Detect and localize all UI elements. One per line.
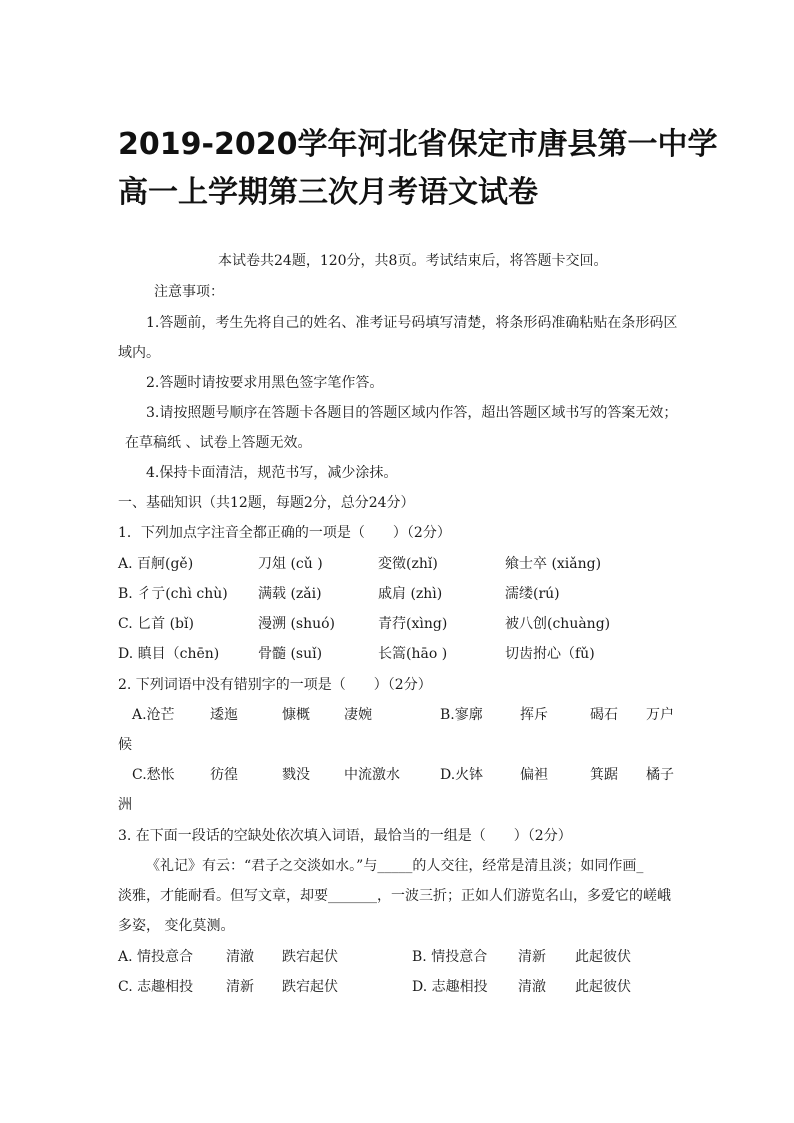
q1-option-a-item: 変徵(zhǐ)	[378, 556, 438, 572]
q2-option-a-word: 逶迤	[210, 707, 238, 723]
q2-option-d-wrap: 洲	[118, 797, 132, 813]
q3-option-c-word: 清新	[226, 979, 254, 995]
q1-option-c-item: 被八创(chuàng)	[505, 616, 611, 632]
question-2-stem: 2. 下列词语中没有错别字的一项是（ ）（2分）	[118, 677, 432, 693]
notes-heading: 注意事项：	[154, 284, 224, 300]
q1-option-c-item: 漫溯 (shuó)	[258, 616, 336, 632]
note-3: 3.请按照题号顺序在答题卡各题目的答题区域内作答，超出答题区域书写的答案无效；	[146, 405, 678, 421]
q1-option-a-item: 飨士卒 (xiǎng)	[505, 556, 602, 572]
q2-option-a-word: 慷概	[282, 707, 310, 723]
section-heading: 一、基础知识（共12题，每题2分，总分24分）	[118, 495, 415, 511]
q1-option-a-item: 刀俎 (cǔ )	[258, 556, 323, 572]
q1-option-d: D. 瞋目（chēn)	[118, 646, 220, 662]
note-3-wrap: 在草稿纸 、试卷上答题无效。	[125, 435, 312, 451]
q2-option-c-word: 戮没	[282, 767, 310, 783]
q2-option-d: D.火钵	[440, 767, 484, 783]
note-4: 4.保持卡面清洁，规范书写，减少涂抹。	[146, 465, 398, 481]
q1-option-c: C. 匕首 (bǐ)	[118, 616, 194, 632]
note-1-wrap: 域内。	[118, 345, 160, 361]
exam-title-line2: 高一上学期第三次月考语文试卷	[118, 175, 538, 210]
exam-title-line1: 2019-2020学年河北省保定市唐县第一中学	[118, 127, 718, 162]
q3-option-c: C. 志趣相投	[118, 979, 194, 995]
q1-option-d-item: 骨髓 (suǐ)	[258, 646, 323, 662]
q3-option-b-word: 清新	[518, 949, 546, 965]
note-1: 1.答题前，考生先将自己的姓名、准考证号码填写清楚，将条形码准确粘贴在条形码区	[146, 315, 678, 331]
question-3-stem: 3. 在下面一段话的空缺处依次填入词语，最恰当的一组是（ ）（2分）	[118, 828, 572, 844]
q2-option-c-word: 中流激水	[344, 767, 400, 783]
q2-option-c: C.愁怅	[132, 767, 175, 783]
q2-option-b: B.寥廓	[440, 707, 483, 723]
q2-option-d-word: 橘子	[646, 767, 674, 783]
q1-option-b-item: 满载 (zǎi)	[258, 586, 322, 602]
q2-option-c-word: 彷徨	[210, 767, 238, 783]
q1-option-d-item: 长篙(hāo )	[378, 646, 448, 662]
q2-option-b-word: 碣石	[590, 707, 618, 723]
q3-option-a-word: 清澈	[226, 949, 254, 965]
q1-option-b-item: 戚肩 (zhì)	[378, 586, 443, 602]
note-2: 2.答题时请按要求用黑色签字笔作答。	[146, 375, 384, 391]
q3-option-b-word: 此起彼伏	[575, 949, 631, 965]
q2-option-b-word: 万户	[646, 707, 674, 723]
q3-option-d: D. 志趣相投	[412, 979, 488, 995]
q3-passage-line1: 《礼记》有云：“君子之交淡如水。”与_____的人交往，经常是清且淡；如同作画_	[146, 858, 644, 874]
q3-option-c-word: 跌宕起伏	[282, 979, 338, 995]
q2-option-b-wrap: 候	[118, 737, 132, 753]
q3-option-b: B. 情投意合	[412, 949, 488, 965]
q3-passage-line2: 淡雅，才能耐看。但写文章，却要_______，一波三折；正如人们游览名山，多爱它的嵯峨	[118, 888, 671, 904]
q2-option-b-word: 挥斥	[520, 707, 548, 723]
q3-option-a: A. 情投意合	[118, 949, 194, 965]
q2-option-d-word: 箕踞	[590, 767, 618, 783]
q1-option-a: A. 百舸(gě)	[118, 556, 194, 572]
q1-option-b-item: 濡缕(rú)	[505, 586, 560, 602]
q3-option-d-word: 此起彼伏	[575, 979, 631, 995]
q1-option-c-item: 青荇(xìng)	[378, 616, 448, 632]
q1-option-b: B. 彳亍(chì chù)	[118, 586, 228, 602]
q2-option-a-word: 凄婉	[344, 707, 372, 723]
q3-passage-line3: 多姿， 变化莫测。	[118, 918, 235, 934]
question-1-stem: 1．下列加点字注音全都正确的一项是（ ）（2分）	[118, 525, 451, 541]
q2-option-a: A.沧芒	[132, 707, 175, 723]
q3-option-a-word: 跌宕起伏	[282, 949, 338, 965]
q1-option-d-item: 切齿拊心（fǔ)	[505, 646, 595, 662]
q3-option-d-word: 清澈	[518, 979, 546, 995]
q2-option-d-word: 偏袒	[520, 767, 548, 783]
exam-intro: 本试卷共24题，120分，共8页。考试结束后，将答题卡交回。	[218, 253, 608, 269]
